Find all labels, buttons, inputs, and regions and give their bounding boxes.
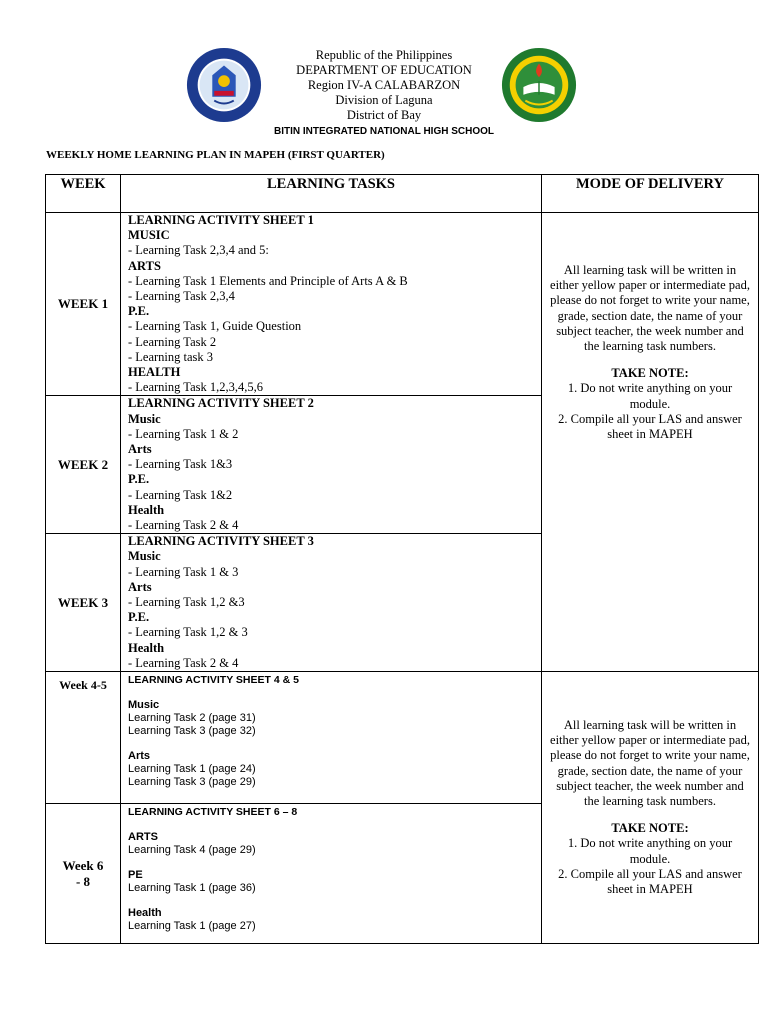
school-name: BITIN INTEGRATED NATIONAL HIGH SCHOOL (274, 126, 494, 137)
mode-of-delivery-text: All learning task will be written in either yellow paper or intermediate pad, please do not forget to write your name, grade, section date, the name of your subject teacher, the week number and the learning task numbers. (550, 263, 750, 354)
subject-label: Music (128, 411, 161, 426)
take-note-item: 2. Compile all your LAS and answer sheet in MAPEH (558, 411, 742, 442)
header-line: District of Bay (346, 108, 422, 122)
take-note-item: 1. Do not write anything on your module. (567, 836, 733, 866)
task-item: - Learning Task 2,3,4 (128, 289, 235, 304)
subject-label: Music (128, 699, 160, 712)
task-item: - Learning Task 1,2,3,4,5,6 (128, 380, 263, 395)
header-line: Division of Laguna (335, 93, 433, 107)
tasks-cell (121, 396, 542, 534)
column-header-learning-tasks: LEARNING TASKS (121, 175, 542, 213)
task-item: - Learning Task 1&2 (128, 487, 233, 502)
subject-label: PE (128, 869, 143, 882)
subject-label: P.E. (128, 472, 150, 487)
activity-sheet-title: LEARNING ACTIVITY SHEET 1 (128, 213, 314, 227)
task-item: - Learning Task 1 & 3 (128, 564, 239, 579)
week-cell: WEEK 1 (46, 213, 121, 396)
subject-label: Health (128, 907, 162, 920)
week-cell: WEEK 3 (46, 534, 121, 672)
task-item: - Learning Task 2 (128, 334, 217, 349)
week-cell: Week 6 - 8 (46, 804, 121, 944)
week-cell: Week 4-5 (46, 672, 121, 804)
task-item: Learning Task 3 (page 29) (128, 776, 256, 789)
activity-sheet-title: LEARNING ACTIVITY SHEET 4 & 5 (128, 674, 299, 687)
tasks-cell (121, 213, 542, 396)
tasks-cell (121, 804, 542, 944)
subject-label: P.E. (128, 304, 150, 319)
task-item: - Learning Task 1 & 2 (128, 426, 239, 441)
table-row (46, 213, 759, 396)
task-item: - Learning Task 1&3 (128, 457, 233, 472)
header-line: Region IV-A CALABARZON (307, 78, 461, 92)
header-line: DEPARTMENT OF EDUCATION (296, 63, 472, 77)
task-item: Learning Task 1 (page 27) (128, 920, 256, 933)
column-header-mode-of-delivery: MODE OF DELIVERY (542, 175, 759, 213)
subject-label: Music (128, 549, 161, 564)
header-line: Republic of the Philippines (315, 48, 453, 62)
subject-label: HEALTH (128, 365, 181, 380)
take-note-item: 2. Compile all your LAS and answer sheet in MAPEH (558, 866, 742, 896)
take-note-title: TAKE NOTE: (611, 821, 689, 836)
activity-sheet-title: LEARNING ACTIVITY SHEET 2 (128, 396, 314, 411)
mode-of-delivery-text: All learning task will be written in either yellow paper or intermediate pad, please do not forget to write your name, grade, section date, the name of your subject teacher, the week number and the learning task numbers. (550, 717, 750, 808)
activity-sheet-title: LEARNING ACTIVITY SHEET 6 – 8 (128, 806, 298, 819)
subject-label: ARTS (128, 258, 161, 273)
take-note-title: TAKE NOTE: (611, 366, 689, 381)
task-item: - Learning Task 1,2 &3 (128, 595, 245, 610)
mode-of-delivery-cell (542, 213, 759, 672)
task-item: - Learning Task 2 & 4 (128, 518, 239, 533)
table-header-row (46, 175, 759, 213)
subject-label: ARTS (128, 831, 158, 844)
subject-label: Health (128, 640, 165, 655)
tasks-cell (121, 534, 542, 672)
mode-of-delivery-cell (542, 672, 759, 944)
take-note-item: 1. Do not write anything on your module. (567, 381, 733, 411)
plan-title: WEEKLY HOME LEARNING PLAN IN MAPEH (FIRST QUARTER) (46, 149, 385, 161)
subject-label: P.E. (128, 610, 150, 625)
task-item: Learning Task 4 (page 29) (128, 844, 256, 857)
learning-plan-table (45, 174, 759, 944)
table-row (46, 672, 759, 804)
subject-label: Health (128, 502, 165, 517)
task-item: - Learning task 3 (128, 349, 214, 364)
column-header-week: WEEK (46, 175, 121, 213)
document-header (0, 48, 768, 123)
task-item: - Learning Task 1,2 & 3 (128, 625, 248, 640)
subject-label: Arts (128, 579, 152, 594)
task-item: - Learning Task 2,3,4 and 5: (128, 243, 269, 258)
subject-label: Arts (128, 442, 152, 457)
task-item: - Learning Task 1 Elements and Principle of Arts A & B (128, 273, 408, 288)
task-item: Learning Task 1 (page 36) (128, 882, 256, 895)
activity-sheet-title: LEARNING ACTIVITY SHEET 3 (128, 534, 314, 549)
task-item: - Learning Task 2 & 4 (128, 655, 239, 670)
task-item: Learning Task 2 (page 31) (128, 712, 256, 725)
task-item: Learning Task 3 (page 32) (128, 725, 256, 738)
subject-label: MUSIC (128, 228, 170, 243)
subject-label: Arts (128, 750, 151, 763)
task-item: - Learning Task 1, Guide Question (128, 319, 302, 334)
tasks-cell (121, 672, 542, 804)
week-cell: WEEK 2 (46, 396, 121, 534)
task-item: Learning Task 1 (page 24) (128, 763, 256, 776)
